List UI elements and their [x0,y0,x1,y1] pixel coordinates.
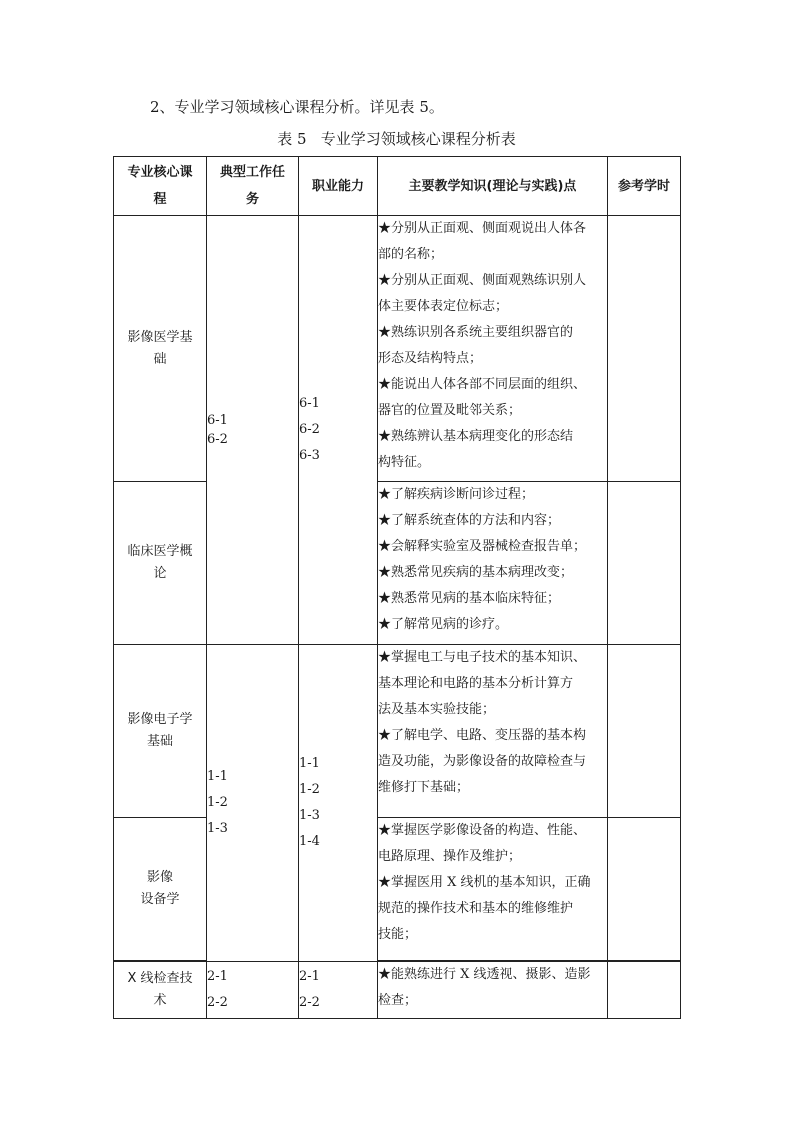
knowledge-points: ★分别从正面观、侧面观说出人体各 部的名称； ★分别从正面观、侧面观熟练识别人 体主要体表定位标志； ★熟练识别各系统主要组织器官的 形态及结构特点； ★能说出人体各部不同层面的组织、 器官的位置及毗邻关系； ★熟练辨认基本病理变化的形态结 构特征。 [378,216,608,482]
knowledge-points: ★了解疾病诊断问诊过程； ★了解系统查体的方法和内容； ★会解释实验室及器械检查报告单； ★熟悉常见疾病的基本病理改变； ★熟悉常见病的基本临床特征； ★了解常见病的诊疗。 [378,482,608,645]
ability-codes: 1-1 1-2 1-3 1-4 [299,645,378,962]
ability-codes: 6-1 6-2 6-3 [299,216,378,645]
course-name: 临床医学概 论 [114,482,207,645]
table-row [114,961,681,1019]
course-name: X 线检查技 术 [114,961,207,1019]
table-row [114,482,681,645]
table-row [114,818,681,962]
table-row [114,645,681,818]
intro-paragraph: 2、专业学习领域核心课程分析。详见表 5。 [150,98,444,116]
header-course: 专业核心课 程 [114,157,207,216]
course-name: 影像 设备学 [114,818,207,962]
header-knowledge: 主要教学知识(理论与实践)点 [378,157,608,216]
course-name: 影像医学基 础 [114,216,207,482]
header-ability: 职业能力 [299,157,378,216]
header-hours: 参考学时 [608,157,681,216]
reference-hours [608,645,681,818]
reference-hours [608,961,681,1019]
header-task: 典型工作任 务 [207,157,299,216]
ability-codes: 2-1 2-2 [299,961,378,1019]
table-caption: 表 5 专业学习领域核心课程分析表 [277,130,516,148]
knowledge-points: ★掌握电工与电子技术的基本知识、 基本理论和电路的基本分析计算方 法及基本实验技能； ★了解电学、电路、变压器的基本构 造及功能，为影像设备的故障检查与 维修打下基础； [378,645,608,818]
task-codes: 6-1 6-2 [207,216,299,645]
course-name: 影像电子学 基础 [114,645,207,818]
core-course-table [113,156,681,1019]
knowledge-points: ★掌握医学影像设备的构造、性能、 电路原理、操作及维护； ★掌握医用 X 线机的基本知识，正确 规范的操作技术和基本的维修维护 技能； [378,818,608,962]
reference-hours [608,818,681,962]
task-codes: 1-1 1-2 1-3 [207,645,299,962]
task-codes: 2-1 2-2 [207,961,299,1019]
table-row [114,216,681,482]
table-header-row [114,157,681,216]
knowledge-points: ★能熟练进行 X 线透视、摄影、造影 检查； [378,961,608,1019]
reference-hours [608,216,681,482]
reference-hours [608,482,681,645]
